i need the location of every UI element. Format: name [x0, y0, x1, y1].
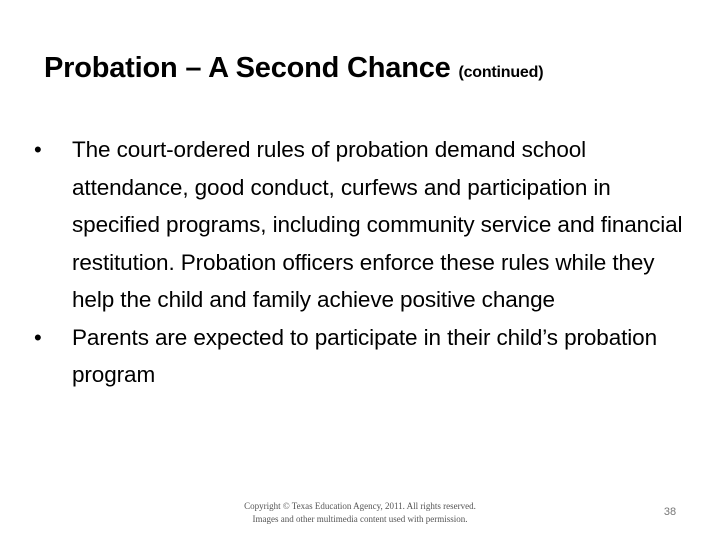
bullet-text: Parents are expected to participate in their child’s probation program [72, 324, 657, 387]
slide-title-suffix: (continued) [458, 64, 544, 81]
bullet-item [30, 319, 690, 394]
bullet-item [30, 131, 690, 319]
permission-line: Images and other multimedia content used with permission. [252, 514, 468, 524]
page-number: 38 [663, 506, 677, 518]
slide-title-main: Probation – A Second Chance [44, 52, 451, 84]
copyright-footer [210, 500, 510, 526]
bullet-list [30, 131, 690, 394]
copyright-line: Copyright © Texas Education Agency, 2011. All rights reserved. [244, 501, 476, 511]
bullet-marker: • [34, 137, 42, 162]
bullet-text: The court-ordered rules of probation demand school attendance, good conduct, curfews and participation in specified programs, including community service and financial restitution. Probation officers enforce these rules while they help the child and family achieve positive change [72, 137, 683, 312]
slide-title [44, 50, 684, 91]
bullet-marker: • [34, 324, 42, 350]
